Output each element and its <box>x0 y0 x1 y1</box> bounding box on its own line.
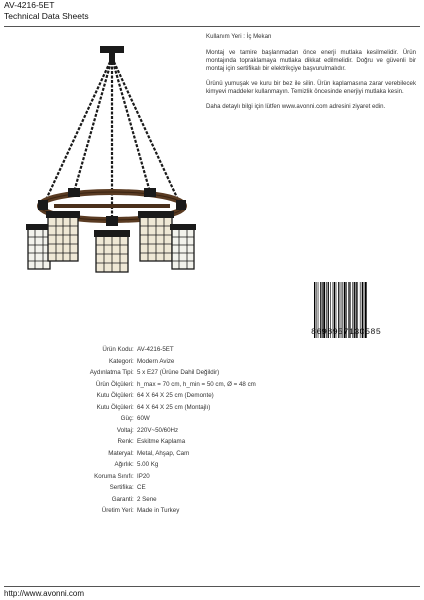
spec-colon: : <box>132 403 134 411</box>
spec-colon: : <box>132 449 134 457</box>
spec-label: Garanti <box>111 495 132 503</box>
spec-value: 64 X 64 X 25 cm (Montajlı) <box>137 403 211 411</box>
spec-value: Made in Turkey <box>137 507 180 514</box>
spec-colon: : <box>132 392 134 399</box>
spec-colon: : <box>132 369 134 376</box>
spec-colon: : <box>132 346 134 353</box>
spec-colon: : <box>132 357 134 365</box>
spec-value: Metal, Ahşap, Cam <box>137 449 190 457</box>
barcode-number: 8698957130585 <box>311 327 382 337</box>
spec-value: CE <box>137 484 146 491</box>
spec-label: Kutu Ölçüleri <box>96 392 132 399</box>
spec-colon: : <box>132 461 134 468</box>
footer-divider <box>4 586 420 587</box>
spec-label: Renk <box>117 438 132 445</box>
product-code-title: AV-4216-5ET <box>4 0 55 10</box>
spec-label: Aydınlatma Tipi <box>89 369 132 376</box>
usage-info <box>206 33 416 118</box>
spec-label: Ağırlık <box>114 461 132 468</box>
spec-value: h_max = 70 cm, h_min = 50 cm, Ø = 48 cm <box>137 380 256 388</box>
spec-colon: : <box>132 426 134 434</box>
spec-colon: : <box>132 380 134 388</box>
spec-label: Ürün Kodu <box>102 346 132 353</box>
document-header <box>4 0 89 22</box>
spec-label: Kutu Ölçüleri <box>96 403 132 411</box>
header-divider <box>4 26 420 27</box>
chandelier-product-image <box>24 44 200 276</box>
spec-label: Üretim Yeri <box>101 507 132 514</box>
spec-colon: : <box>132 438 134 445</box>
spec-label: Ürün Ölçüleri <box>95 380 132 388</box>
spec-colon: : <box>132 472 134 480</box>
spec-value: Modern Avize <box>137 357 175 365</box>
spec-colon: : <box>132 415 134 422</box>
spec-value: IP20 <box>137 472 150 480</box>
website-paragraph: Daha detaylı bilgi için lütfen www.avonni.com adresini ziyaret edin. <box>206 103 386 110</box>
spec-value: Eskitme Kaplama <box>137 438 186 445</box>
spec-value: 5 x E27 (Ürüne Dahil Değildir) <box>137 369 220 376</box>
spec-label: Voltaj <box>116 426 132 434</box>
spec-value: 2 Sene <box>137 495 157 503</box>
spec-colon: : <box>132 507 134 514</box>
cleaning-paragraph: Ürünü yumuşak ve kuru bir bez ile silin. Ürün kaplamasına zarar verebilecek kimyevi maddeler kullanmayın. Temizlik öncesinde enerjiyi mutlaka kesin. <box>206 80 416 95</box>
usage-location-label: Kullanım Yeri : İç Mekan <box>206 33 272 40</box>
safety-paragraph: Montaj ve tamire başlanmadan önce enerji mutlaka kesilmelidir. Ürün montajında topraklamaya mutlaka dikkat edilmelidir. Doğru ve güvenli bir montaj için sertifikalı bir elektrikçiye başvurulmalıdır. <box>206 49 416 72</box>
spec-value: 60W <box>137 415 150 422</box>
spec-label: Koruma Sınıfı <box>94 472 132 480</box>
spec-value: AV-4216-5ET <box>137 346 174 353</box>
spec-value: 220V~50/60Hz <box>137 426 179 434</box>
footer-url: http://www.avonni.com <box>4 589 85 598</box>
spec-label: Materyal <box>108 449 132 457</box>
spec-label: Kategori <box>108 357 132 365</box>
spec-colon: : <box>132 495 134 503</box>
document-subtitle: Technical Data Sheets <box>4 11 89 21</box>
spec-value: 64 X 64 X 25 cm (Demonte) <box>137 392 214 399</box>
spec-colon: : <box>132 484 134 491</box>
spec-label: Güç <box>120 415 132 422</box>
spec-value: 5.00 Kg <box>137 461 159 468</box>
spec-label: Sertifika <box>109 484 132 491</box>
